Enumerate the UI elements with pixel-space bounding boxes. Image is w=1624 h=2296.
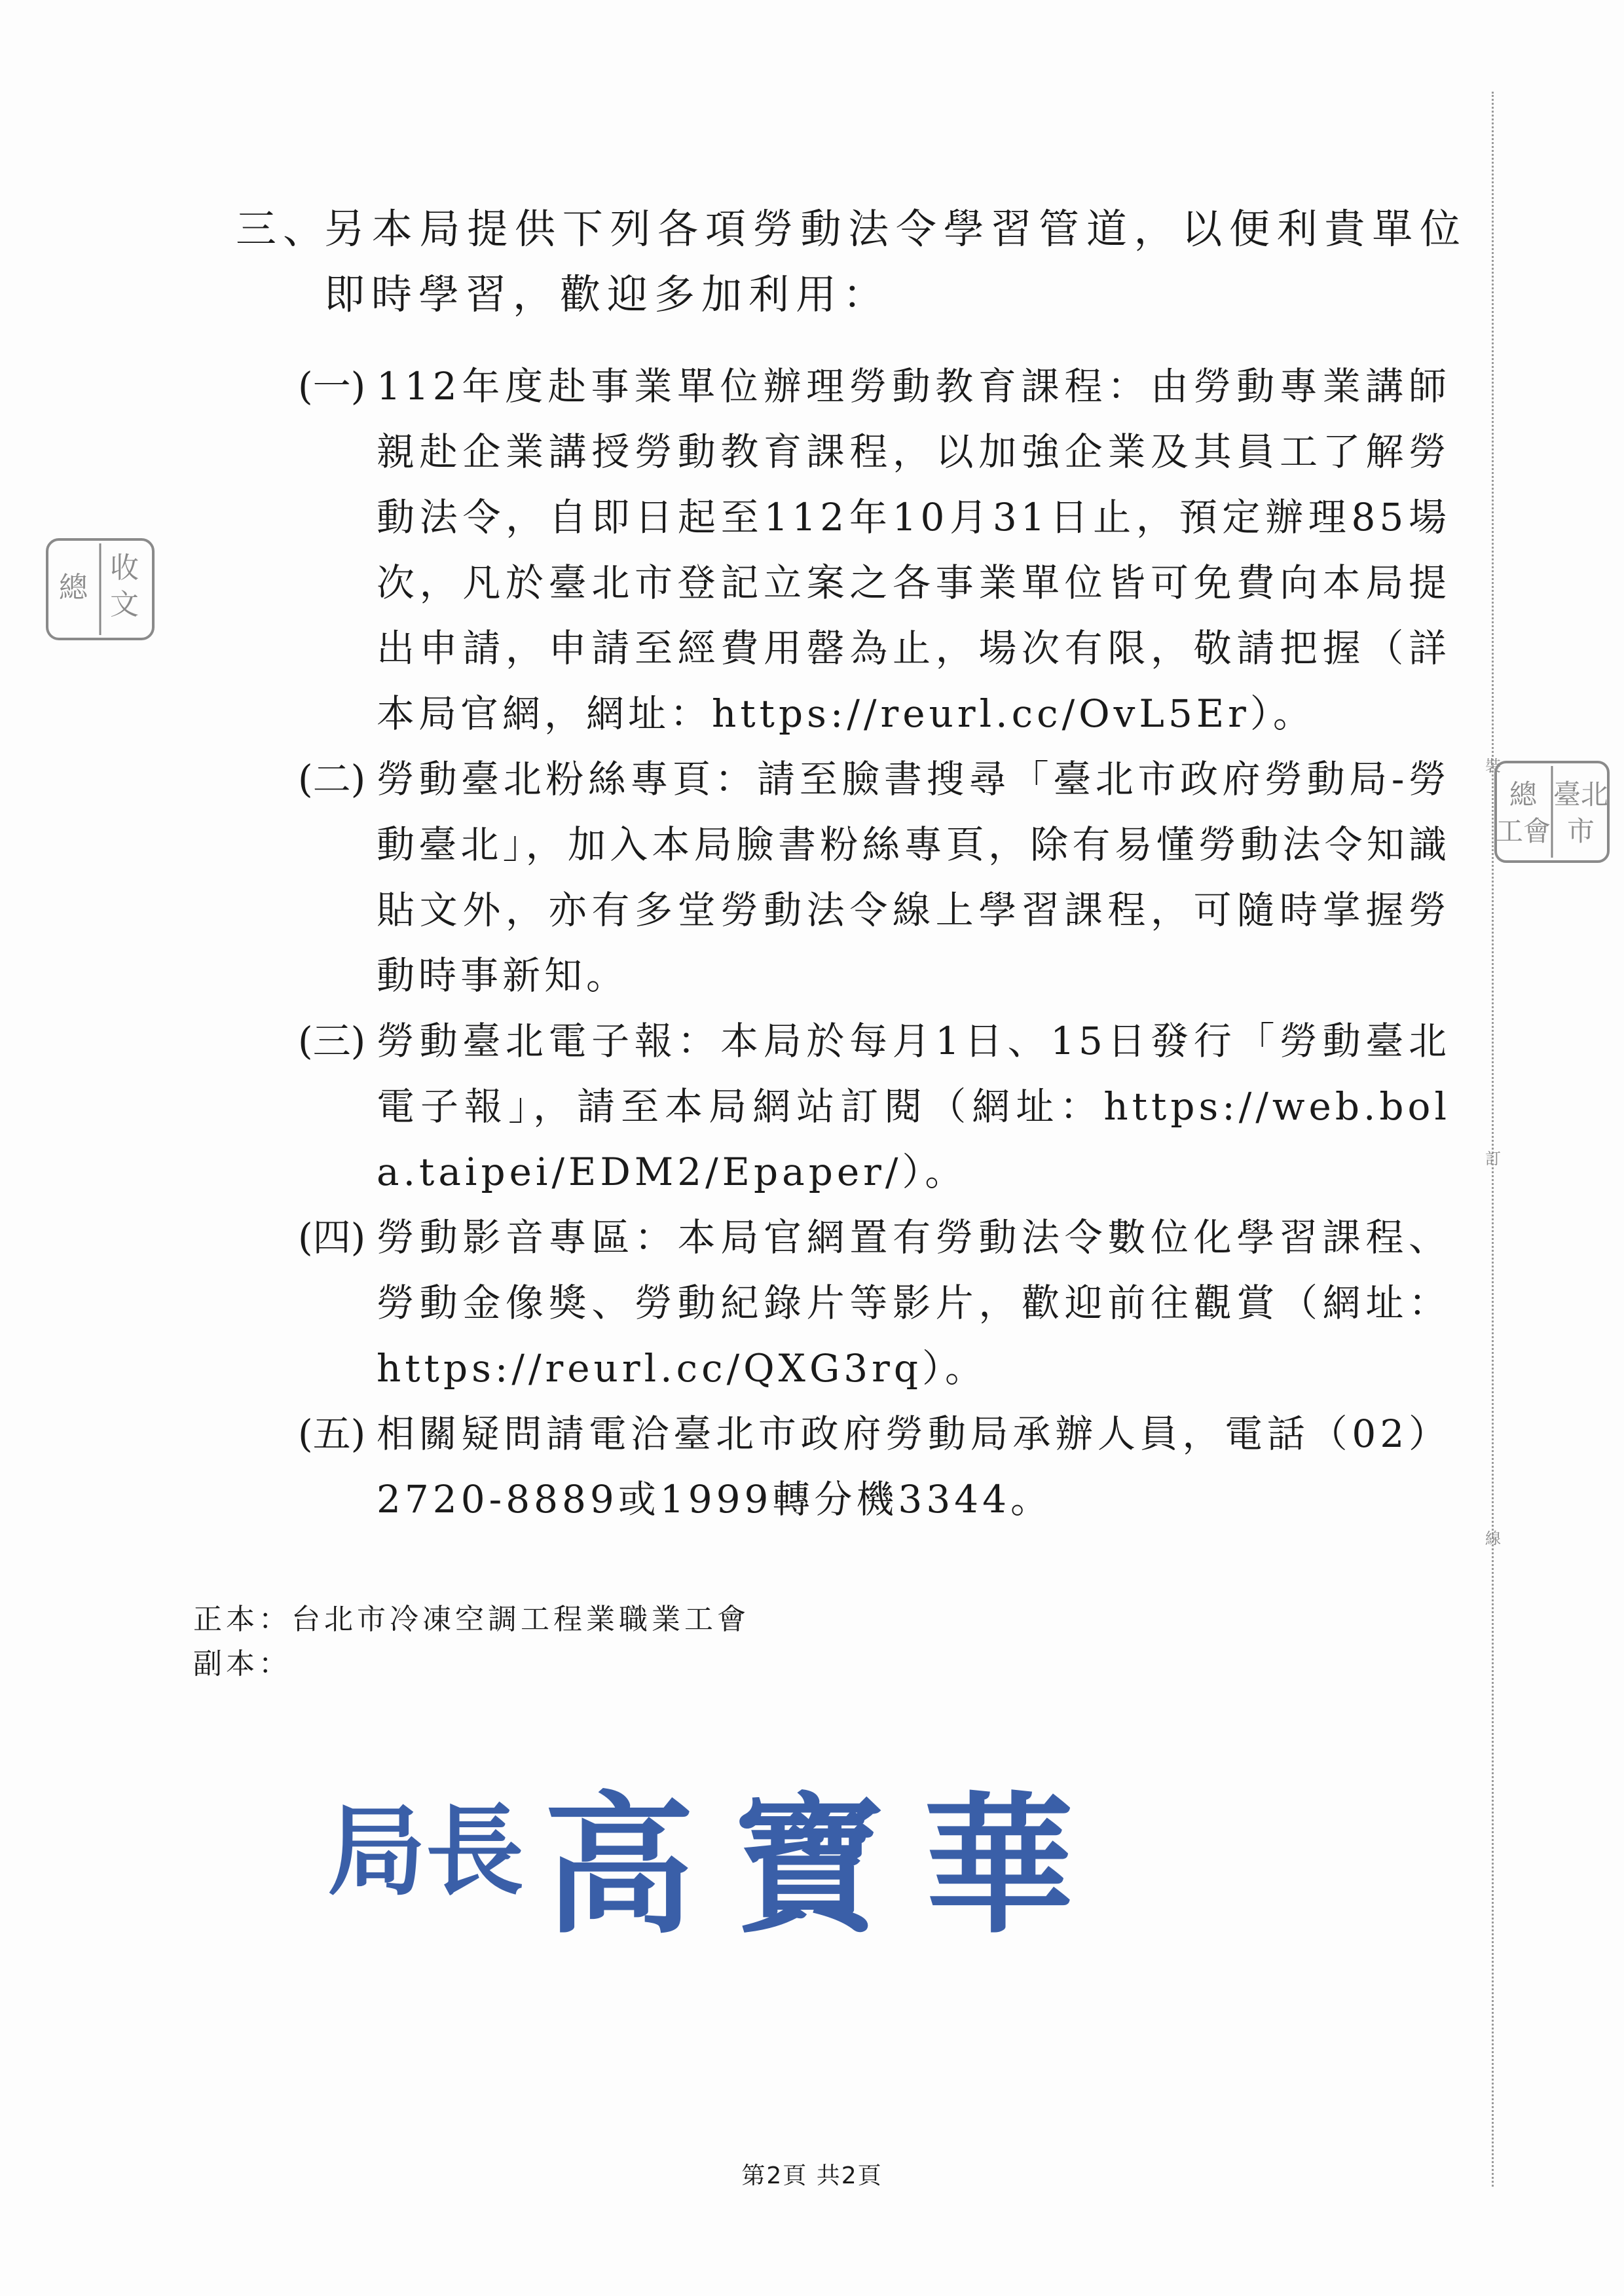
section-three <box>236 196 1467 327</box>
list-item <box>298 354 1450 746</box>
recipients <box>193 1597 750 1686</box>
svg-text:臺北: 臺北 <box>1553 778 1609 811</box>
item-text: 勞動影音專區：本局官網置有勞動法令數位化學習課程、勞動金像獎、勞動紀錄片等影片，歡迎前往觀賞（網址：https://reurl.cc/QXG3rq）。 <box>377 1215 1450 1391</box>
svg-text:收: 收 <box>110 551 139 585</box>
item-text: 勞動臺北電子報：本局於每月1日、15日發行「勞動臺北電子報」，請至本局網站訂閱（網址：https://web.bola.taipei/EDM2/Epaper/）。 <box>377 1019 1450 1194</box>
primary-recipient-label: 正本： <box>193 1603 291 1636</box>
list-item <box>298 1008 1450 1205</box>
signature-title: 局長 <box>327 1794 525 1909</box>
primary-recipient-value: 台北市冷凍空調工程業職業工會 <box>291 1603 750 1636</box>
svg-text:總: 總 <box>59 571 88 604</box>
item-number: (二) <box>298 757 366 801</box>
page-number: 第2頁 共2頁 <box>741 2162 883 2189</box>
signature-name: 高寶華 <box>544 1777 1114 1954</box>
binding-mark-bottom: 線 <box>1485 1529 1501 1548</box>
svg-text:工會: 工會 <box>1495 815 1551 847</box>
copy-recipient <box>193 1642 750 1686</box>
item-number: (一) <box>298 364 366 409</box>
binding-line <box>1492 92 1494 2187</box>
list-item <box>298 746 1450 1008</box>
section-text: 另本局提供下列各項勞動法令學習管道，以便利貴單位即時學習，歡迎多加利用： <box>324 205 1467 318</box>
primary-recipient <box>193 1597 750 1642</box>
item-list <box>298 354 1450 1532</box>
item-text: 勞動臺北粉絲專頁：請至臉書搜尋「臺北市政府勞動局-勞動臺北」，加入本局臉書粉絲專頁，除有易懂勞動法令知識貼文外，亦有多堂勞動法令線上學習課程，可隨時掌握勞動時事新知。 <box>377 757 1450 998</box>
binding-mark-top: 裝 <box>1485 757 1501 775</box>
binding-mark-middle: 訂 <box>1485 1150 1501 1168</box>
director-signature <box>321 1761 1133 1958</box>
copy-recipient-label: 副本： <box>193 1647 291 1681</box>
item-text: 相關疑問請電洽臺北市政府勞動局承辦人員，電話（02）2720-8889或1999轉分機3344。 <box>377 1412 1450 1522</box>
svg-text:文: 文 <box>110 588 139 621</box>
document-body <box>236 196 1467 1532</box>
list-item <box>298 1401 1450 1532</box>
item-number: (三) <box>298 1019 366 1063</box>
section-number: 三、 <box>236 205 331 253</box>
right-seal-stamp <box>1493 759 1611 864</box>
svg-text:總: 總 <box>1509 778 1538 811</box>
list-item <box>298 1205 1450 1401</box>
svg-text:市: 市 <box>1566 815 1595 847</box>
item-number: (四) <box>298 1215 366 1260</box>
item-text: 112年度赴事業單位辦理勞動教育課程：由勞動專業講師親赴企業講授勞動教育課程，以加強企業及其員工了解勞動法令，自即日起至112年10月31日止，預定辦理85場次，凡於臺北市登記立案之各事業單位皆可免費向本局提出申請，申請至經費用罄為止，場次有限，敬請把握（詳本局官網，網址：https://reurl.cc/OvL5Er）。 <box>377 364 1450 736</box>
left-receipt-stamp <box>45 537 156 642</box>
item-number: (五) <box>298 1412 366 1456</box>
